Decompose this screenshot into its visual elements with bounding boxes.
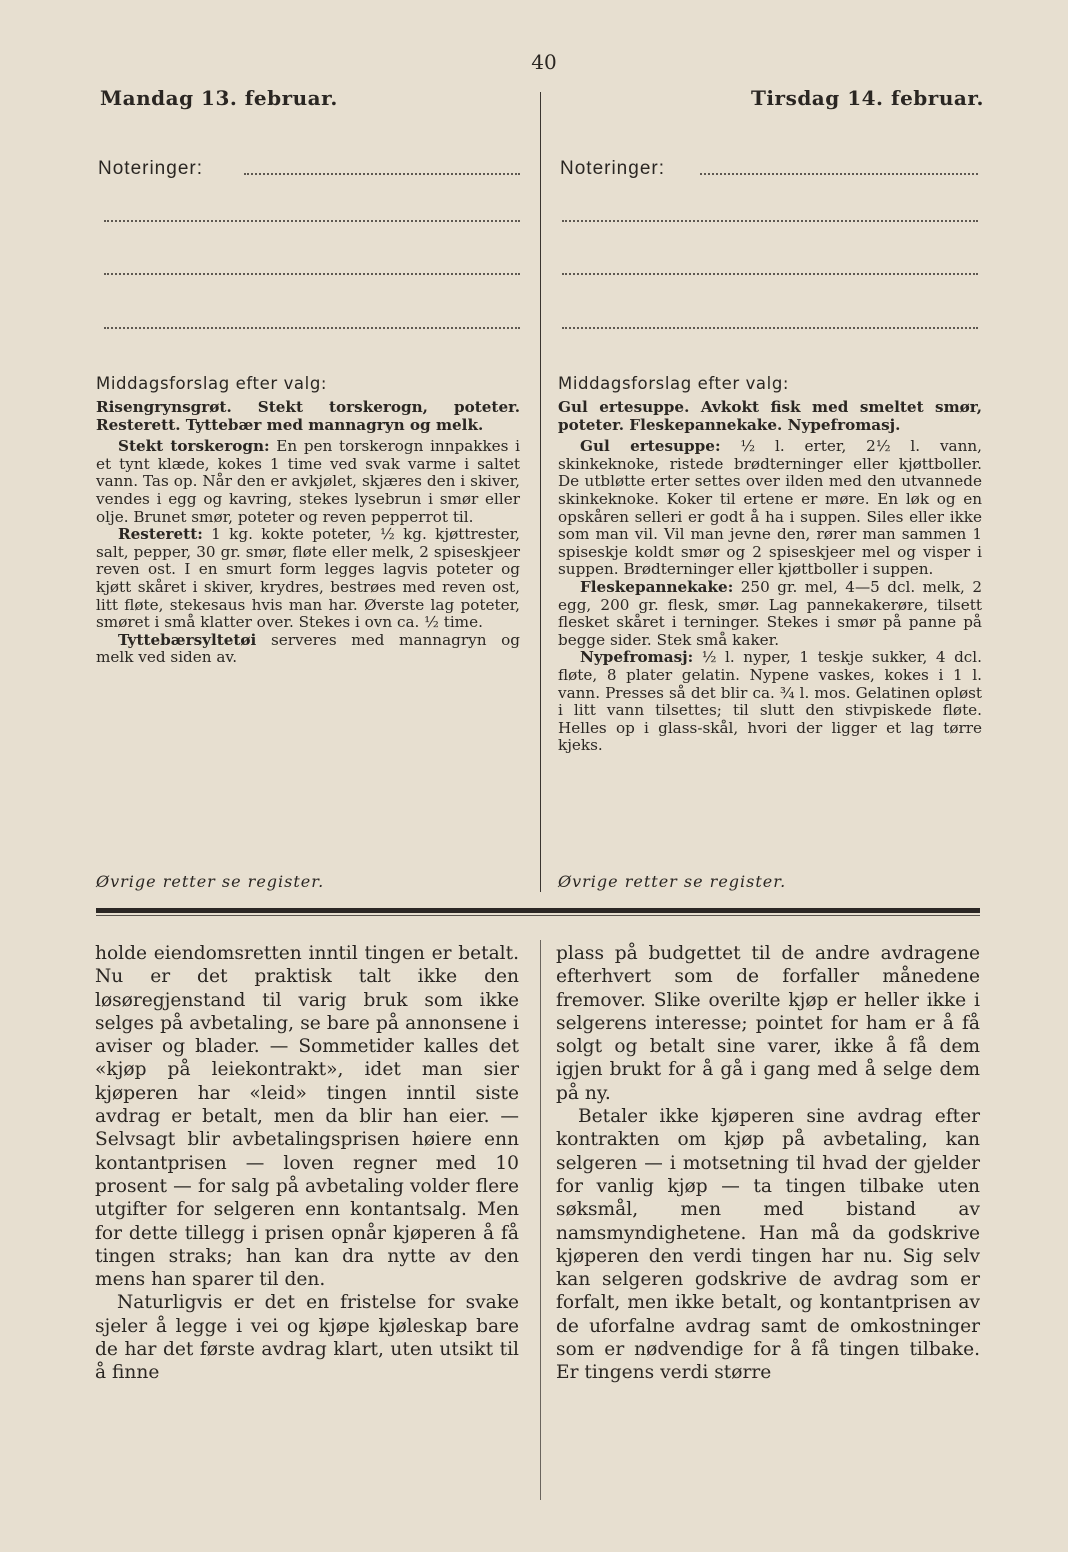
recipe-left-2: Resterett: 1 kg. kokte poteter, ½ kg. kjøttrester, salt, pepper, 30 gr. smør, fløte eller melk, 2 spiseskjeer reven ost. I en smurt form legges lagvis poteter og kjøtt skåret i skiver, krydres, bestrøes med reven ost, litt fløte, stekesaus hvis man har. Øverste lag poteter, smøret i små klatter over. Stekes i ovn ca. ½ time.	[96, 525, 520, 632]
notes-line-left-3	[104, 273, 520, 275]
notes-line-left-2	[104, 220, 520, 222]
recipes-left	[96, 374, 520, 667]
notes-line-right-2	[562, 220, 978, 222]
notes-label-left: Noteringer:	[98, 158, 203, 179]
separator-rule-thick	[96, 908, 980, 913]
recipe-right-2: Fleskepannekake: 250 gr. mel, 4—5 dcl. melk, 2 egg, 200 gr. flesk, smør. Lag pannekakerøre, tilsett flesket skåret i terninger. Stekes i smør på panne på begge sider. Stek små kaker.	[558, 577, 982, 649]
body-right-paragraph-1: plass på budgettet til de andre avdragene efterhvert som de forfaller månedene fremover. Slike overilte kjøp er heller ikke i selgerens interesse; pointet for ham er å få solgt og betalt sine varer, ikke å få dem igjen brukt for å gå i gang med å selge dem på ny.	[556, 943, 980, 1104]
recipe-right-3: Nypefromasj: ½ l. nyper, 1 teskje sukker, 4 dcl. fløte, 8 plater gelatin. Nypene vaskes, kokes i 1 l. vann. Presses så det blir ca. ¾ l. mos. Gelatinen opløst i litt vann tilsettes; til slutt den stivpiskede fløte. Helles op i glass-skål, hvori der ligger et lag tørre kjeks.	[558, 648, 982, 755]
notes-line-right-4	[562, 327, 978, 329]
recipe-left-3: Tyttebærsyltetøi serveres med mannagryn og melk ved siden av.	[96, 630, 520, 667]
notes-line-right-1	[700, 173, 978, 175]
recipe-right-1: Gul ertesuppe: ½ l. erter, 2½ l. vann, skinkeknoke, ristede brødterninger eller kjøttboller. De utbløtte erter settes over ilden med den utvannede skinkeknoke. Koker til ertene er møre. En løk og en opskåren selleri er godt å ha i suppen. Siles eller ikke som man vil. Vil man jevne den, rører man sammen 1 spiseskje koldt smør og 2 spiseskjeer mel og visper i suppen. Brødterninger eller kjøttboller i suppen.	[558, 437, 982, 579]
body-left-paragraph-1: holde eiendomsretten inntil tingen er betalt. Nu er det praktisk talt ikke den løsøregjenstand til varig bruk som ikke selges på avbetaling, se bare på annonsene i aviser og blader. — Sommetider kalles det «kjøp på leiekontrakt», idet man sier kjøperen har «leid» tingen inntil siste avdrag er betalt, men da blir han eier. — Selvsagt blir avbetalingsprisen høiere enn kontantprisen — loven regner med 10 prosent — for salg på avbetaling volder flere utgifter for selgeren enn kontantsalg. Men for dette tillegg i prisen opnår kjøperen å få tingen straks; han kan dra nytte av den mens han sparer til den.	[95, 943, 519, 1291]
body-left-paragraph-2: Naturligvis er det en fristelse for svake sjeler å legge i vei og kjøpe kjøleskap bare de har det første avdrag klart, uten utsikt til å finne	[95, 1292, 519, 1384]
notes-line-left-4	[104, 327, 520, 329]
notes-line-left-1	[244, 173, 520, 175]
day-header-monday: Mandag 13. februar.	[100, 86, 338, 110]
separator-rule-thin	[96, 915, 980, 916]
forslag-title-left: Middagsforslag efter valg:	[96, 374, 328, 393]
menu-summary-right: Gul ertesuppe. Avkokt fisk med smeltet smør, poteter. Fleskepannekake. Nypefromasj.	[558, 398, 982, 434]
recipe-left-1: Stekt torskerogn: En pen torskerogn innpakkes i et tynt klæde, kokes 1 time ved svak varme i saltet vann. Tas op. Når den er avkjølet, skjæres den i skiver, vendes i egg og kavring, stekes lysebrun i smør eller olje. Brunet smør, poteter og reven pepperrot til.	[96, 437, 520, 526]
day-header-tuesday: Tirsdag 14. februar.	[751, 86, 984, 110]
notes-label-right: Noteringer:	[560, 158, 665, 179]
column-divider-bottom	[540, 940, 541, 1500]
body-text-right	[556, 942, 980, 1385]
ovrige-retter-right: Øvrige retter se register.	[558, 872, 787, 891]
menu-summary-left: Risengrynsgrøt. Stekt torskerogn, poteter. Resterett. Tyttebær med mannagryn og melk.	[96, 398, 520, 434]
column-divider-top	[540, 92, 541, 892]
notes-line-right-3	[562, 273, 978, 275]
ovrige-retter-left: Øvrige retter se register.	[96, 872, 325, 891]
body-right-paragraph-2: Betaler ikke kjøperen sine avdrag efter kontrakten om kjøp på avbetaling, kan selgeren — i motsetning til hvad der gjelder for vanlig kjøp — ta tingen tilbake uten søksmål, men med bistand av namsmyndighetene. Han må da godskrive kjøperen den verdi tingen har nu. Sig selv kan selgeren godskrive de avdrag som er forfalt, men ikke betalt, og kontantprisen av de uforfalne avdrag samt de omkostninger som er nødvendige for å få tingen tilbake. Er tingens verdi større	[556, 1106, 980, 1384]
recipes-right	[558, 374, 982, 755]
forslag-title-right: Middagsforslag efter valg:	[558, 374, 790, 393]
page-number: 40	[531, 50, 557, 74]
body-text-left	[95, 942, 519, 1385]
